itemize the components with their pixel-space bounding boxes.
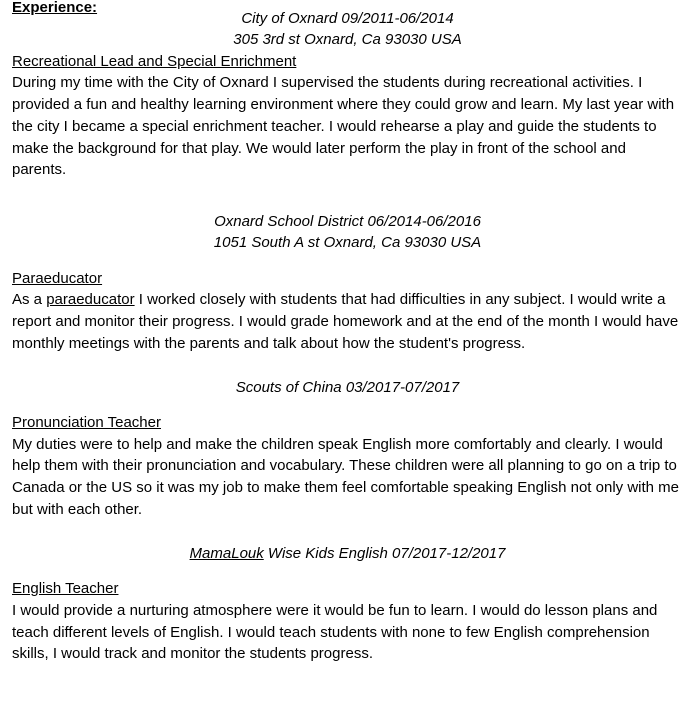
section-heading-experience: Experience:	[12, 0, 98, 16]
job-title-3: Pronunciation Teacher	[12, 413, 161, 431]
job-title-2: Paraeducator	[12, 269, 103, 287]
employer-company-3: Scouts of China	[235, 378, 342, 396]
employer-block-2	[0, 211, 695, 254]
employer-address-2: 1051 South A st Oxnard, Ca 93030 USA	[213, 234, 482, 252]
employer-block-4	[0, 543, 695, 564]
job-description-3: My duties were to help and make the children speak English more comfortably and clearly. I would help them with their pronunciation and vocabulary. These children were all planning to go on a trip to Canada or the US so it was my job to make them feel comfortable speaking English not only with me but with each other.	[12, 435, 679, 518]
employer-company-1: City of Oxnard	[241, 10, 338, 27]
employer-dates-3: 03/2017-07/2017	[345, 378, 460, 396]
job-description-2-pre: As a	[12, 291, 47, 309]
employer-address-1: 305 3rd st Oxnard, Ca 93030 USA	[233, 31, 462, 49]
job-description-1: During my time with the City of Oxnard I supervised the students during recreational activities. I provided a fun and healthy learning environment where they could grow and learn. My last year with the city I became a special enrichment teacher. I would rehearse a play and guide the students to make the background for that play. We would later perform the play in front of the school and parents.	[12, 74, 675, 179]
employer-name-dates-2	[0, 211, 695, 232]
employer-dates-2: 06/2014-06/2016	[367, 213, 481, 231]
job-description-4: I would provide a nurturing atmosphere were it would be fun to learn. I would do lesson plans and teach different levels of English. I would teach students with none to few English comprehension skills, I would track and monitor the students progress.	[12, 601, 658, 663]
job-description-2-post: I worked closely with students that had difficulties in any subject. I would write a report and monitor their progress. I would grade homework and at the end of the month I would have monthly meetings with the parents and talk about how the student's progress.	[12, 291, 679, 352]
job-description-2-underlined-term: paraeducator	[46, 291, 135, 309]
employer-dates-4: 07/2017-12/2017	[392, 544, 506, 562]
spacer	[0, 355, 695, 377]
employer-block-1	[0, 8, 695, 51]
employer-name-dates-1	[0, 8, 695, 29]
employer-block-3	[0, 377, 695, 398]
employer-company-4-rest: Wise Kids English	[263, 544, 388, 562]
spacer	[0, 398, 695, 412]
employer-name-dates-3	[0, 377, 695, 398]
employer-name-dates-4	[0, 543, 695, 564]
job-description-2	[12, 289, 681, 354]
spacer	[0, 521, 695, 543]
employer-company-4-underlined: MamaLouk	[189, 544, 264, 562]
spacer	[0, 564, 695, 578]
spacer	[0, 181, 695, 211]
employer-dates-1: 09/2011-06/2014	[341, 10, 454, 27]
job-title-1: Recreational Lead and Special Enrichment	[12, 52, 297, 70]
employer-company-2: Oxnard School District	[214, 213, 364, 231]
job-title-4: English Teacher	[12, 580, 119, 598]
spacer	[0, 254, 695, 268]
